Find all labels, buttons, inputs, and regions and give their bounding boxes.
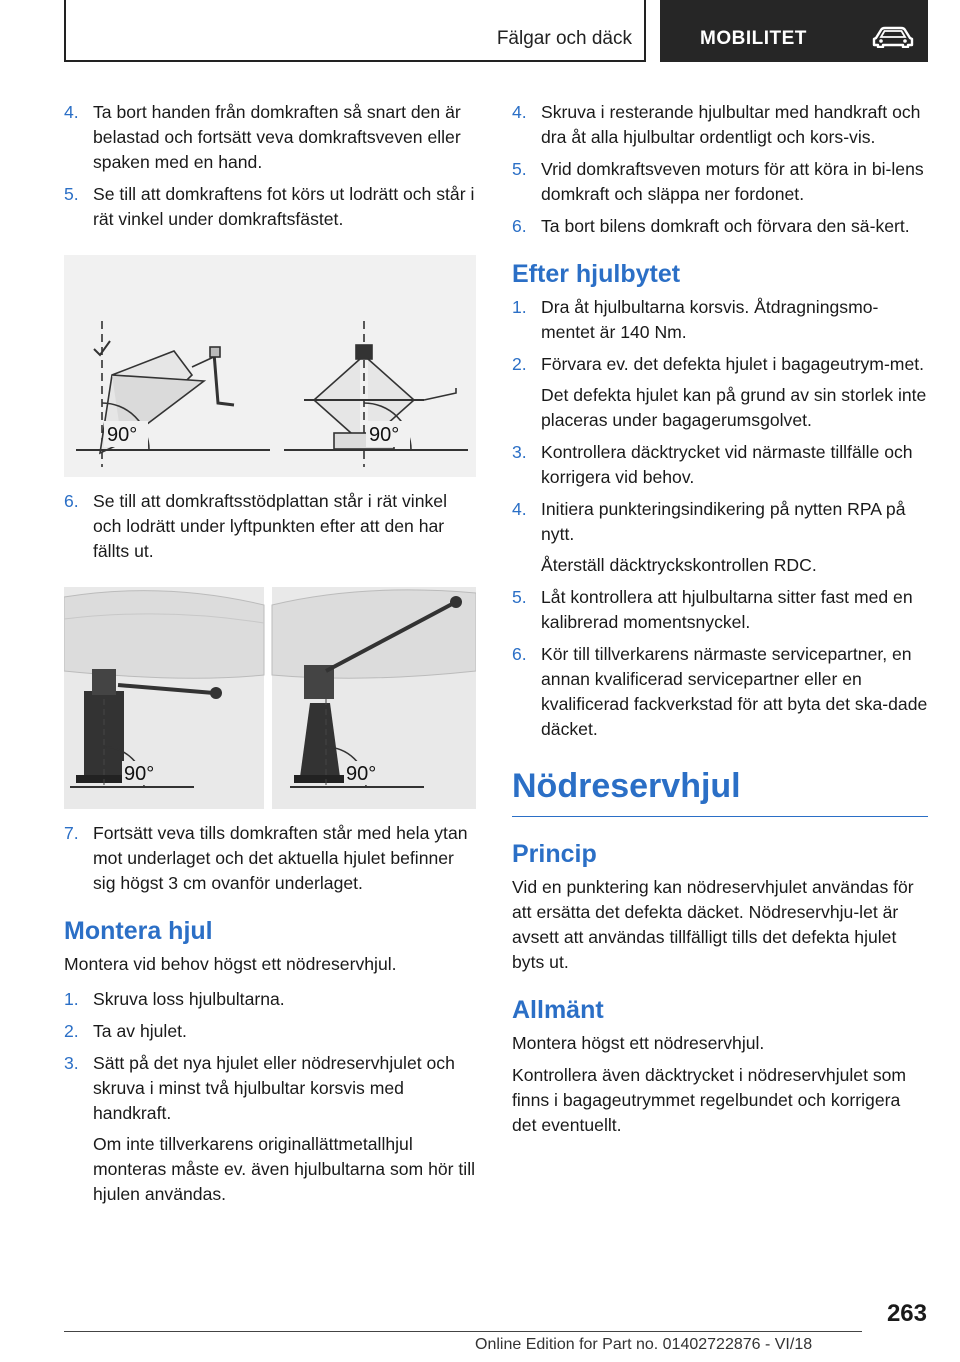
- step-number: 7.: [64, 823, 79, 843]
- section-heading-montera: Montera hjul: [64, 917, 213, 945]
- step-item: [512, 157, 928, 207]
- footer-divider: [64, 1331, 862, 1332]
- step-text: Se till att domkraftens fot körs ut lodrätt och står i rät vinkel under domkraftsfästet.: [93, 184, 475, 229]
- step-number: 4.: [64, 102, 79, 122]
- header-chapter-tab: [660, 0, 928, 62]
- step-number: 4.: [512, 499, 527, 519]
- header-chapter-title: MOBILITET: [700, 28, 807, 49]
- right-column: [512, 100, 928, 1145]
- step-number: 3.: [64, 1053, 79, 1073]
- step-item: [512, 642, 928, 742]
- step-note: Det defekta hjulet kan på grund av sin storlek inte placeras under bagagerumsgolvet.: [541, 385, 927, 430]
- section-heading-efter: Efter hjulbytet: [512, 260, 681, 288]
- step-text: Låt kontrollera att hjulbultarna sitter fast med en kalibrerad momentsnyckel.: [541, 587, 913, 632]
- section-heading-allmant: Allmänt: [512, 996, 604, 1024]
- step-text: Initiera punkteringsindikering på nytten RPA på nytt.: [541, 499, 906, 544]
- section-text: Kontrollera även däcktrycket i nödreservhjulet som finns i bagageutrymmet regelbundet och korrigera det eventuellt.: [512, 1065, 907, 1135]
- car-body-left: [64, 591, 264, 679]
- header-section-tab: [64, 0, 646, 62]
- page-number: 263: [886, 1300, 927, 1327]
- step-item: [64, 100, 476, 175]
- step-item: [512, 440, 928, 490]
- step-text: Fortsätt veva tills domkraften står med hela ytan mot underlaget och det aktuella hjulet befinner sig högst 3 cm ovanför underlaget.: [93, 823, 468, 893]
- step-number: 1.: [512, 297, 527, 317]
- step-item: [512, 352, 928, 433]
- step-text: Ta av hjulet.: [93, 1021, 187, 1041]
- jack-under-car-photo: [64, 587, 476, 809]
- step-number: 2.: [64, 1021, 79, 1041]
- header-section-title: Fälgar och däck: [496, 28, 632, 49]
- section-text: Vid en punktering kan nödreservhjulet användas för att ersätta det defekta däcket. Nödreservhju-let är avsett att användas tillfälligt tills det defekta hjulet byts ut.: [512, 877, 914, 972]
- step-text: Sätt på det nya hjulet eller nödreservhjulet och skruva i minst två hjulbultar korsvis med handkraft.: [93, 1053, 455, 1123]
- step-number: 5.: [512, 159, 527, 179]
- section-intro: Montera vid behov högst ett nödreservhjul.: [64, 954, 397, 974]
- angle-label: 90°: [107, 424, 138, 446]
- step-text: Kontrollera däcktrycket vid närmaste tillfälle och korrigera vid behov.: [541, 442, 913, 487]
- left-column: [64, 100, 476, 1214]
- step-item: [512, 295, 928, 345]
- step-item: [64, 182, 476, 232]
- step-text: Kör till tillverkarens närmaste servicepartner, en annan kvalificerad servicepartner eller en kvalificerad fackverkstad för att byta det ska-dade däcket.: [541, 644, 928, 739]
- angle-label: 90°: [346, 763, 377, 785]
- step-item: [64, 1019, 476, 1044]
- step-text: Ta bort bilens domkraft och förvara den sä-kert.: [541, 216, 910, 236]
- page-header: [64, 0, 928, 62]
- step-item: [512, 100, 928, 150]
- footer-edition: Online Edition for Part no. 01402722876 - VI/18: [475, 1336, 813, 1353]
- chapter-title: Nödreservhjul: [512, 764, 928, 817]
- step-number: 6.: [512, 216, 527, 236]
- section-heading-princip: Princip: [512, 840, 597, 868]
- car-icon: [872, 26, 914, 48]
- step-number: 1.: [64, 989, 79, 1009]
- step-text: Skruva loss hjulbultarna.: [93, 989, 285, 1009]
- step-number: 2.: [512, 354, 527, 374]
- step-item: [64, 821, 476, 896]
- step-number: 5.: [64, 184, 79, 204]
- car-body-right: [272, 590, 476, 678]
- step-item: [512, 497, 928, 578]
- step-item: [64, 987, 476, 1012]
- step-text: Skruva i resterande hjulbultar med handkraft och dra åt alla hjulbultar ordentligt och kors-vis.: [541, 102, 921, 147]
- step-item: [64, 489, 476, 564]
- step-number: 4.: [512, 102, 527, 122]
- step-note: Återställ däcktryckskontrollen RDC.: [541, 555, 817, 575]
- step-text: Se till att domkraftsstödplattan står i rät vinkel och lodrätt under lyftpunkten efter att den har fällts ut.: [93, 491, 447, 561]
- step-number: 3.: [512, 442, 527, 462]
- section-text: Montera högst ett nödreservhjul.: [512, 1033, 765, 1053]
- step-item: [64, 1051, 476, 1207]
- step-text: Ta bort handen från domkraften så snart den är belastad och fortsätt veva domkraftsveven eller spaken med en hand.: [93, 102, 461, 172]
- angle-label: 90°: [369, 424, 400, 446]
- step-item: [512, 585, 928, 635]
- step-number: 6.: [512, 644, 527, 664]
- step-text: Vrid domkraftsveven moturs för att köra in bi-lens domkraft och släppa ner fordonet.: [541, 159, 924, 204]
- step-text: Dra åt hjulbultarna korsvis. Åtdragningsmo-mentet är 140 Nm.: [541, 297, 879, 342]
- jack-alignment-diagram: [64, 255, 476, 477]
- step-number: 6.: [64, 491, 79, 511]
- step-item: [512, 214, 928, 239]
- step-text: Förvara ev. det defekta hjulet i bagageutrym-met.: [541, 354, 925, 374]
- step-number: 5.: [512, 587, 527, 607]
- step-note: Om inte tillverkarens originallättmetallhjul monteras måste ev. även hjulbultarna som hör till hjulen användas.: [93, 1134, 476, 1204]
- angle-label: 90°: [124, 763, 155, 785]
